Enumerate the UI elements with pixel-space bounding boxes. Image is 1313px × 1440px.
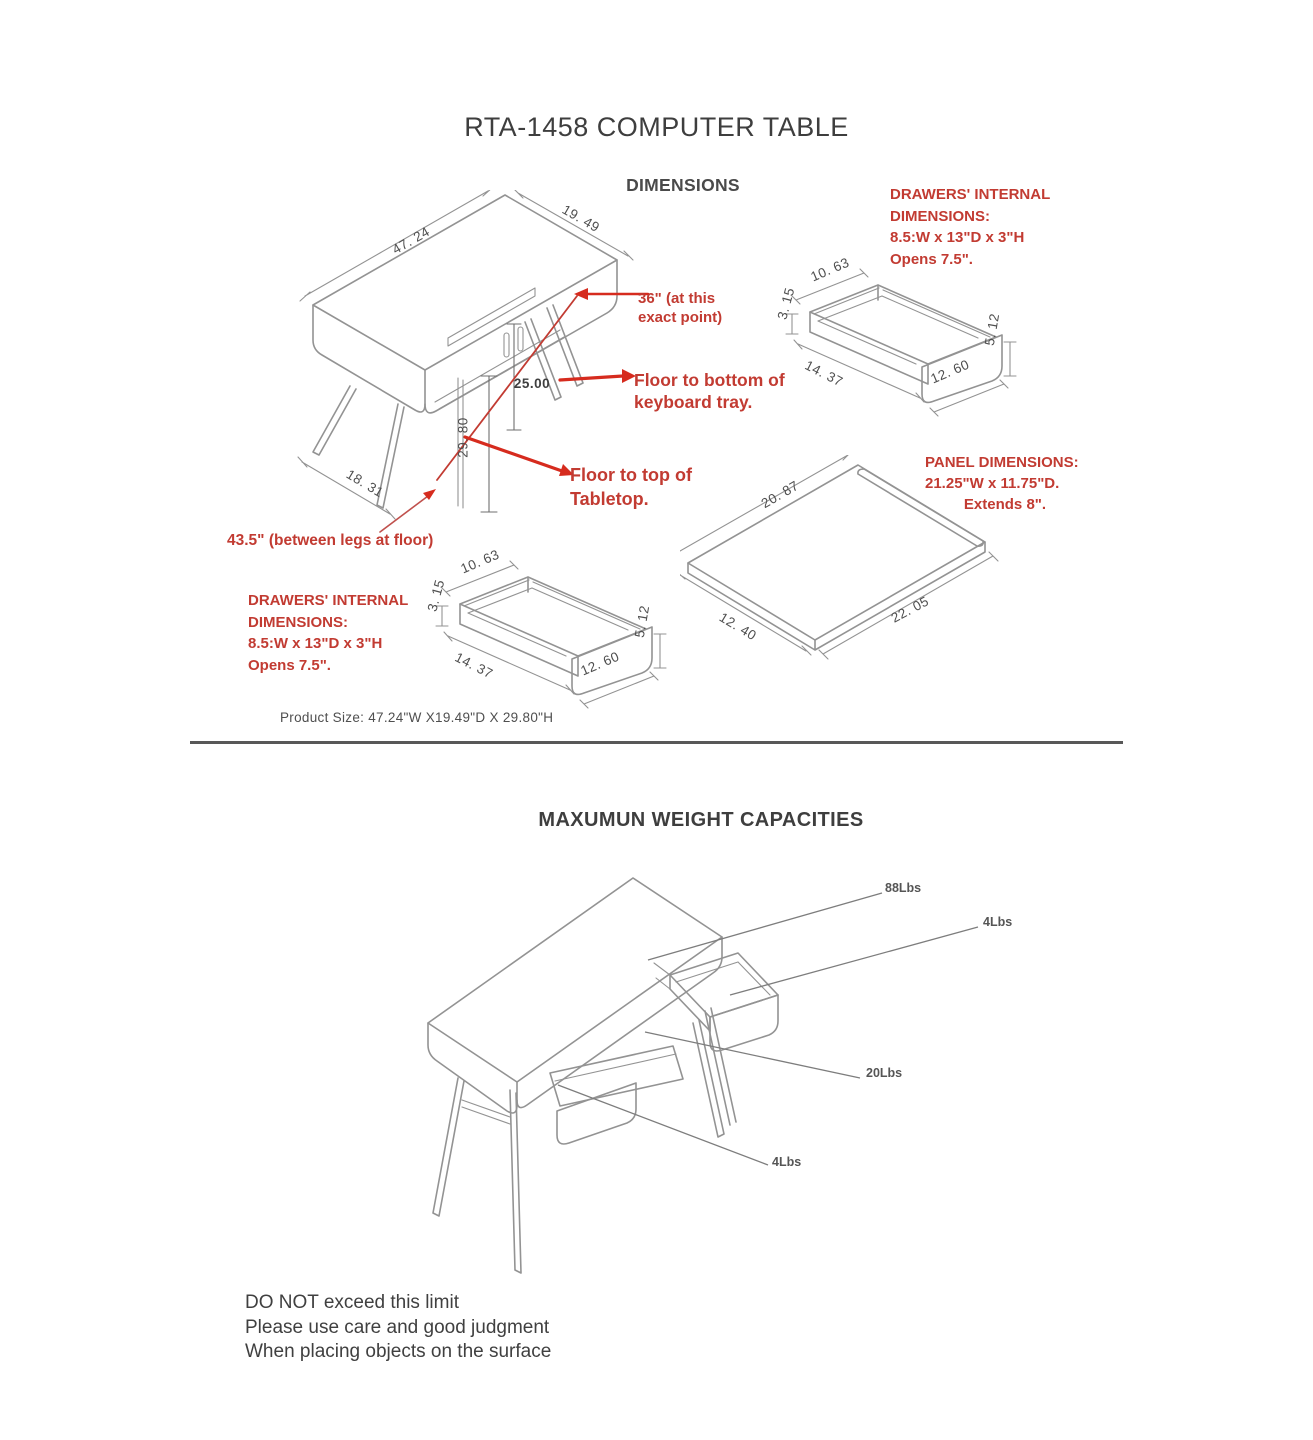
weight-label-right-drawer: 4Lbs: [983, 915, 1013, 929]
note-36-line: 36" (at this: [638, 290, 716, 307]
warning-line: DO NOT exceed this limit: [245, 1292, 459, 1313]
weight-label-keyboard-tray: 20Lbs: [866, 1066, 903, 1080]
section-divider: [190, 741, 1123, 744]
drawers-note-line: 8.5:W x 13"D x 3"H: [248, 635, 383, 652]
drawer-dim-width: 14. 37: [452, 649, 496, 682]
note-keyboard-line: Floor to bottom of: [634, 370, 785, 390]
drawer-dim-front-height: 5. 12: [981, 312, 1003, 347]
drawers-note-line: Opens 7.5".: [890, 250, 973, 268]
weight-desk-body: [428, 878, 722, 1113]
weight-leader-lines: [558, 893, 978, 1165]
desk-dim-depth: 19. 49: [559, 201, 603, 236]
drawers-note-bottom: [248, 590, 408, 676]
drawer-dim-front-width: 12. 60: [928, 356, 972, 387]
note-36-line: exact point): [638, 309, 723, 326]
note-keyboard-line: keyboard tray.: [634, 392, 753, 412]
desk-dim-height: 29. 80: [455, 417, 471, 458]
panel-line-drawing: [680, 455, 1010, 670]
weights-heading: MAXUMUN WEIGHT CAPACITIES: [538, 809, 864, 831]
drawer-diagram-top: [774, 250, 1020, 420]
drawers-note-line: Opens 7.5".: [248, 656, 331, 674]
note-tabletop-line: Floor to top of: [570, 465, 692, 485]
drawers-note-line: DRAWERS' INTERNAL: [248, 592, 409, 609]
note-tabletop-line: Tabletop.: [570, 489, 649, 509]
warning-text: [245, 1291, 551, 1365]
panel-dim-left: 12. 40: [716, 609, 760, 644]
drawer-dim-front-height: 5. 12: [631, 604, 653, 639]
note-keyboard-tray: [634, 369, 785, 413]
note-tabletop-height: [570, 463, 692, 511]
desk-dim-tray-height: 25.00: [513, 376, 551, 391]
drawer-diagram-bottom: [424, 542, 670, 712]
weight-label-front-drawer: 4Lbs: [772, 1155, 802, 1169]
panel-dim-rear: 20. 87: [758, 477, 802, 512]
panel-diagram: [680, 455, 1010, 670]
drawer-dim-front-width: 12. 60: [578, 648, 622, 679]
drawer-dim-wall-height: 3. 15: [774, 285, 798, 322]
drawer-dim-width: 14. 37: [802, 357, 846, 390]
warning-line: When placing objects on the surface: [245, 1341, 552, 1362]
drawers-note-line: 8.5:W x 13"D x 3"H: [890, 229, 1025, 246]
page-title: RTA-1458 COMPUTER TABLE: [464, 112, 849, 142]
desk-dim-side: 18. 31: [343, 466, 387, 501]
note-36-exact-point: [638, 289, 722, 327]
panel-note-line: PANEL DIMENSIONS:: [925, 454, 1079, 471]
weight-desk-keyboard-tray: [550, 1046, 683, 1144]
panel-dim-front: 22. 05: [888, 593, 932, 626]
drawer-dim-depth: 10. 63: [458, 546, 502, 577]
drawer-dim-wall-height: 3. 15: [424, 577, 448, 614]
panel-note-line: Extends 8".: [963, 496, 1047, 513]
weight-desk-legs: [433, 1008, 736, 1273]
dimensions-heading: DIMENSIONS: [626, 175, 740, 195]
drawers-note-line: DRAWERS' INTERNAL: [890, 186, 1051, 203]
warning-line: Please use care and good judgment: [245, 1316, 550, 1338]
product-size: Product Size: 47.24"W X19.49"D X 29.80"H: [280, 710, 554, 725]
desk-dim-width: 47. 24: [389, 223, 433, 258]
weight-desk-drawing: [420, 865, 1020, 1285]
drawers-note-line: DIMENSIONS:: [890, 207, 991, 225]
note-legs-span: 43.5" (between legs at floor): [227, 532, 434, 549]
drawers-note-line: DIMENSIONS:: [248, 613, 349, 631]
panel-note-line: 21.25"W x 11.75"D.: [925, 475, 1060, 492]
weight-label-tabletop: 88Lbs: [885, 881, 922, 895]
drawer-dim-depth: 10. 63: [808, 254, 852, 285]
